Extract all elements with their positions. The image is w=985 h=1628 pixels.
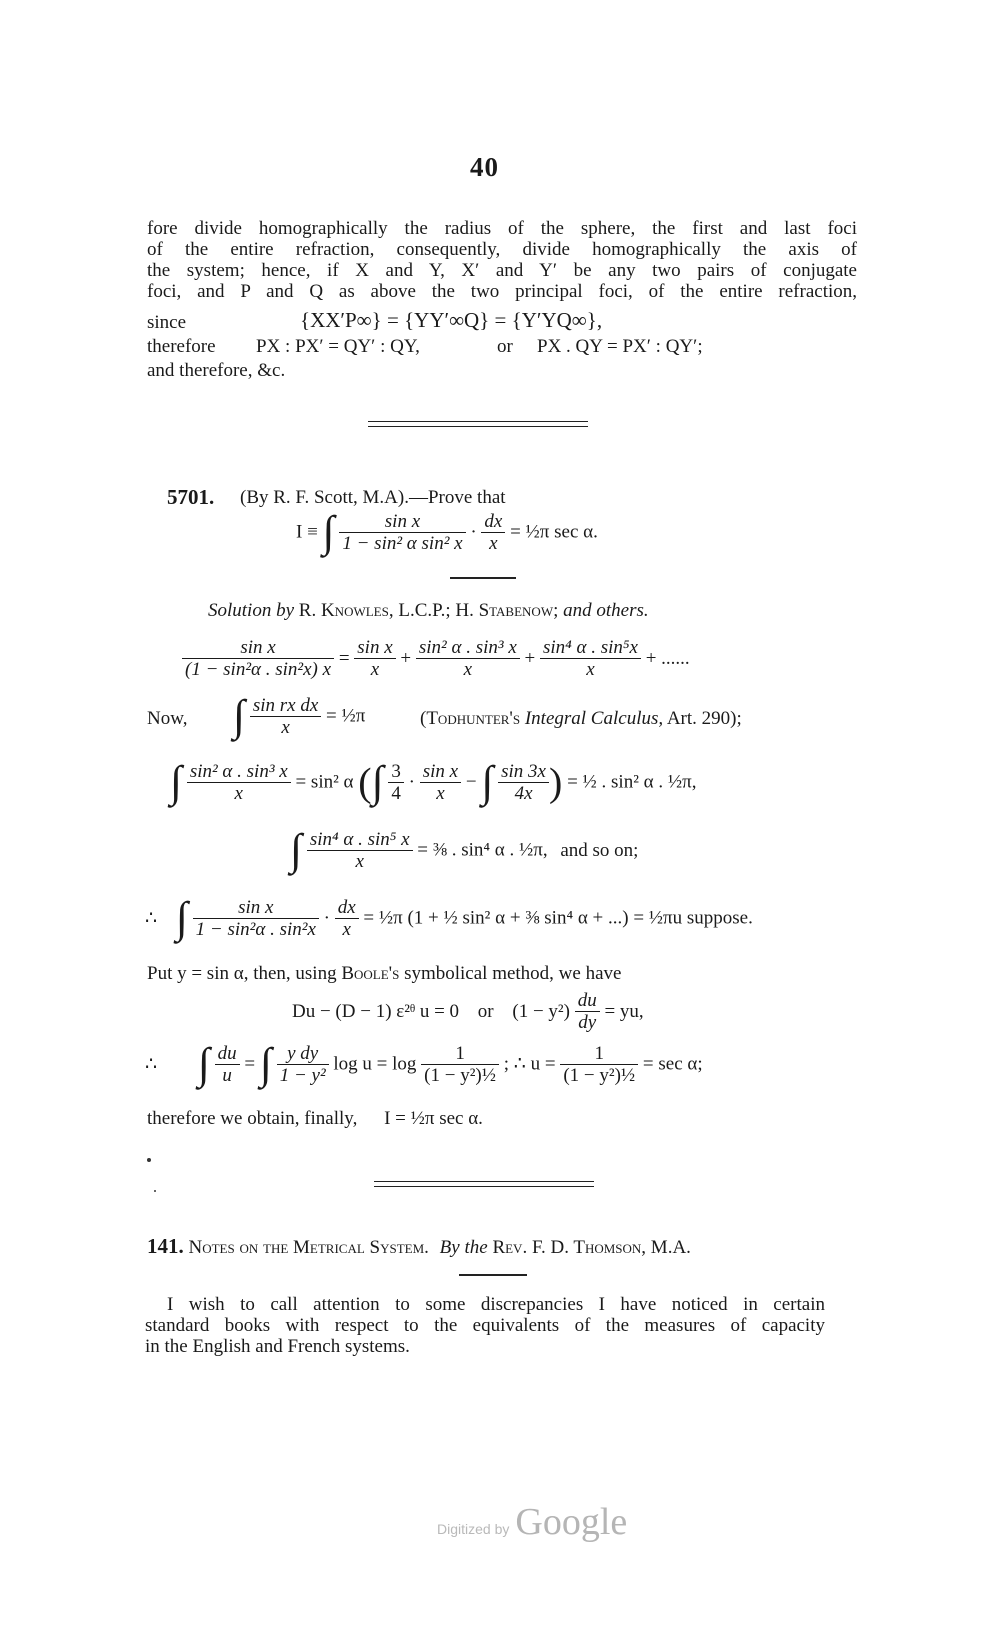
u-eq: ; ∴ u = [503, 1053, 556, 1075]
series-tail: + ...... [645, 648, 690, 669]
watermark [437, 1500, 627, 1544]
int2-rhs: = ½ . sin² α . ½π, [567, 771, 697, 793]
int2-f3-num: sin 3x [498, 761, 549, 783]
now-equation [233, 691, 366, 740]
watermark-logo: Google [515, 1501, 628, 1543]
int2-f2-num: sin x [420, 761, 461, 783]
sum-dx: dx [335, 897, 359, 919]
series-term-3 [540, 637, 641, 680]
now-reference [420, 708, 742, 729]
final-line [147, 1108, 483, 1129]
sum-therefore: ∴ [145, 907, 158, 929]
int-du-sign: ∫ [197, 1039, 210, 1088]
final-pre: therefore we obtain, finally, [147, 1108, 358, 1129]
watermark-prefix: Digitized by [437, 1521, 510, 1537]
solution-heading-pre: Solution by [208, 600, 295, 621]
sum-integral-sign: ∫ [175, 893, 188, 942]
therefore-expression-a: PX : PX′ = QY′ : QY, [256, 336, 420, 357]
note-body-line-2: standard books with respect to the equivalents of the measures of capacity [145, 1315, 825, 1336]
now-num: sin rx dx [250, 695, 321, 717]
int2-den: x [234, 782, 243, 804]
integral-sign: ∫ [322, 507, 335, 556]
note-number: 141. [147, 1234, 184, 1258]
statement-x: x [489, 532, 498, 554]
now-label: Now, [147, 708, 188, 729]
problem-solution-divider [450, 577, 516, 579]
int3-fraction [307, 829, 413, 872]
log-fraction [421, 1043, 499, 1086]
now-ref-art: Art. 290); [666, 708, 742, 729]
series-t3-num: sin⁴ α . sin⁵x [540, 637, 641, 659]
note-title: Notes on the Metrical System. [188, 1237, 429, 1258]
continuation-line-3: the system; hence, if X and Y, X′ and Y′ be any two pairs of conjugate [147, 260, 857, 281]
int2-f3-den: 4x [514, 782, 533, 804]
section-divider-bottom [368, 426, 588, 427]
int2-mid: = sin² α [295, 771, 354, 793]
sum-fraction [193, 897, 319, 940]
de-eq2-a: (1 − y²) [512, 1001, 570, 1022]
continuation-line-4: foci, and P and Q as above the two principal foci, of the entire refraction, [147, 281, 857, 302]
int-du-fraction [215, 1043, 240, 1086]
int-therefore: ∴ [145, 1053, 158, 1075]
note-heading [147, 1236, 691, 1258]
int2-num: sin² α . sin³ x [187, 761, 291, 783]
int3-num: sin⁴ α . sin⁵ x [307, 829, 413, 851]
integral-line-2: ∫ $\frac{\text{sin² α . sin³ x}}{x}$ = sin² α (∫ $\frac{3}{4}$ · $\frac{\text{sin x}}{x}$ − ∫ $\frac{\sin 3x}{4x}$ ) = ½ . sin² α . ½π, [170, 757, 697, 806]
int3-sign: ∫ [290, 825, 303, 874]
int-du-num: du [215, 1043, 240, 1065]
int-du-den: u [222, 1064, 232, 1086]
note-author: Rev. F. D. Thomson, M.A. [492, 1237, 691, 1258]
de-eq2-den: dy [578, 1012, 597, 1033]
series-t3-den: x [586, 659, 595, 680]
int2-inner-sign-1: ∫ [371, 757, 384, 806]
series-term-1 [354, 637, 395, 680]
u-num: 1 [560, 1043, 638, 1065]
statement-denominator: 1 − sin² α sin² x [342, 532, 463, 554]
sum-rhs: = ½π (1 + ½ sin² α + ⅜ sin⁴ α + ...) = ½πu suppose. [363, 907, 753, 929]
series-lhs-num: sin x [182, 637, 334, 659]
therefore-expression-b: PX . QY = PX′ : QY′; [537, 336, 703, 357]
final-expr: I = ½π sec α. [384, 1108, 483, 1129]
page-number: 40 [470, 152, 499, 182]
int2-fraction [187, 761, 291, 804]
closing-line: and therefore, &c. [147, 360, 286, 381]
section-divider-top [368, 421, 588, 422]
sum-num: sin x [193, 897, 319, 919]
series-t1-den: x [370, 659, 380, 680]
de-eq2-fraction [575, 990, 600, 1033]
series-expansion: $\frac{\text{sin x}}{\text{(1 − sin²α . sin²x) x}}$ = $\frac{\text{sin x}}{x}$ + $\frac{\text{sin² α . sin³ x}}{x}$ + $\frac{\text{sin⁴ α . sin⁵x}}{x}$ + ...... [182, 637, 690, 680]
since-expression: {XX′P∞} = {YY′∞Q} = {Y′YQ∞}, [300, 308, 603, 332]
int2-f2-den: x [436, 782, 445, 804]
note-body-line-1: I wish to call attention to some discrepancies I have noticed in certain [167, 1294, 825, 1315]
int3-den: x [355, 850, 364, 872]
now-integral-sign: ∫ [233, 691, 246, 740]
therefore-label: therefore [147, 336, 216, 357]
now-ref-book: Integral Calculus, [524, 708, 664, 729]
differential-equation [292, 990, 644, 1033]
integration-line: ∴ ∫ $\frac{du}{u}$ = ∫ $\frac{\text{y dy}}{\text{1 − y²}}$ log u = log $\frac{1}{\text{(1 − y²)½}}$ ; ∴ u = $\frac{1}{\text{(1 − y²)½}}$ = sec α; [145, 1039, 703, 1088]
continuation-line-2: of the entire refraction, consequently, divide homographically the axis of [147, 239, 857, 260]
int2-f1-num: 3 [388, 761, 404, 783]
int2-f3 [498, 761, 549, 804]
boole-pre: Put y = sin α, then, using [147, 963, 337, 984]
statement-rhs: = ½π sec α. [510, 521, 598, 543]
int-y-den: 1 − y² [279, 1064, 326, 1086]
note-by: By the [439, 1237, 488, 1258]
statement-lhs: I ≡ [296, 521, 318, 543]
problem-byline: (By R. F. Scott, M.A).—Prove that [240, 487, 506, 508]
or-label: or [497, 336, 513, 357]
int2-f1 [388, 761, 404, 804]
statement-dx: dx [481, 511, 505, 533]
series-lhs-den: (1 − sin²α . sin²x) x [185, 659, 332, 680]
log-eq: log u = log [333, 1053, 417, 1075]
int2-f1-den: 4 [391, 782, 401, 804]
int-y-fraction [277, 1043, 329, 1086]
de-or: or [477, 1001, 494, 1022]
continuation-line-1: fore divide homographically the radius of the sphere, the first and last foci [147, 218, 857, 239]
now-rhs: = ½π [326, 705, 366, 727]
since-label: since [147, 312, 187, 333]
series-t2-num: sin² α . sin³ x [416, 637, 520, 659]
sum-line: ∴ ∫ $\frac{\text{sin x}}{\text{1 − sin²α . sin²x}}$ · $\frac{dx}{x}$ = ½π (1 + ½ sin² α + ⅜ sin⁴ α + ...) = ½πu suppose. [145, 893, 753, 942]
boole-name: Boole's [341, 963, 400, 984]
section-divider-2-bottom [374, 1186, 594, 1187]
int3-tail: and so on; [560, 839, 639, 861]
now-den: x [281, 716, 290, 738]
int3-rhs: = ⅜ . sin⁴ α . ½π, [417, 839, 548, 861]
stray-dot-1 [147, 1158, 151, 1162]
u-den: (1 − y²)½ [563, 1064, 636, 1086]
int2-f2 [420, 761, 461, 804]
int-y-sign: ∫ [259, 1039, 272, 1088]
boole-post: symbolical method, we have [404, 963, 622, 984]
u-rhs: = sec α; [642, 1053, 703, 1075]
problem-number: 5701. [167, 485, 215, 509]
statement-fraction [339, 511, 465, 554]
stray-dot-2 [154, 1190, 156, 1192]
int-y-num: y dy [277, 1043, 329, 1065]
series-term-2 [416, 637, 520, 680]
de-eq2-b: = yu, [604, 1001, 644, 1022]
solution-heading-names: R. Knowles, L.C.P.; H. Stabenow; [298, 600, 559, 621]
problem-statement: I ≡ ∫ $\frac{\text{sin x}}{\text{1 − sin² α sin² x}}$ · $\frac{dx}{x}$ = ½π sec α. [296, 507, 598, 556]
series-t2-den: x [463, 659, 473, 680]
sum-den: 1 − sin²α . sin²x [195, 918, 316, 940]
series-t1-num: sin x [354, 637, 395, 659]
u-fraction [560, 1043, 638, 1086]
int2-sign: ∫ [170, 757, 183, 806]
sum-dx-fraction [335, 897, 359, 940]
boole-line [147, 963, 621, 984]
note-divider [459, 1274, 527, 1276]
de-eq: Du − (D − 1) ε²ᶿ u = 0 [292, 1001, 460, 1022]
int2-inner-sign-2: ∫ [481, 757, 494, 806]
integral-line-3 [290, 825, 639, 874]
statement-dx-fraction [481, 511, 505, 554]
now-fraction [250, 695, 321, 738]
statement-numerator: sin x [339, 511, 465, 533]
de-eq2-num: du [575, 990, 600, 1012]
log-den: (1 − y²)½ [424, 1064, 496, 1086]
solution-heading-post: and others. [563, 600, 649, 621]
now-ref-author: (Todhunter's [420, 708, 521, 729]
section-divider-2-top [374, 1181, 594, 1182]
sum-x: x [342, 918, 351, 940]
series-lhs [182, 637, 334, 680]
note-body-line-3: in the English and French systems. [145, 1336, 410, 1357]
log-num: 1 [421, 1043, 499, 1065]
solution-heading [208, 600, 649, 621]
